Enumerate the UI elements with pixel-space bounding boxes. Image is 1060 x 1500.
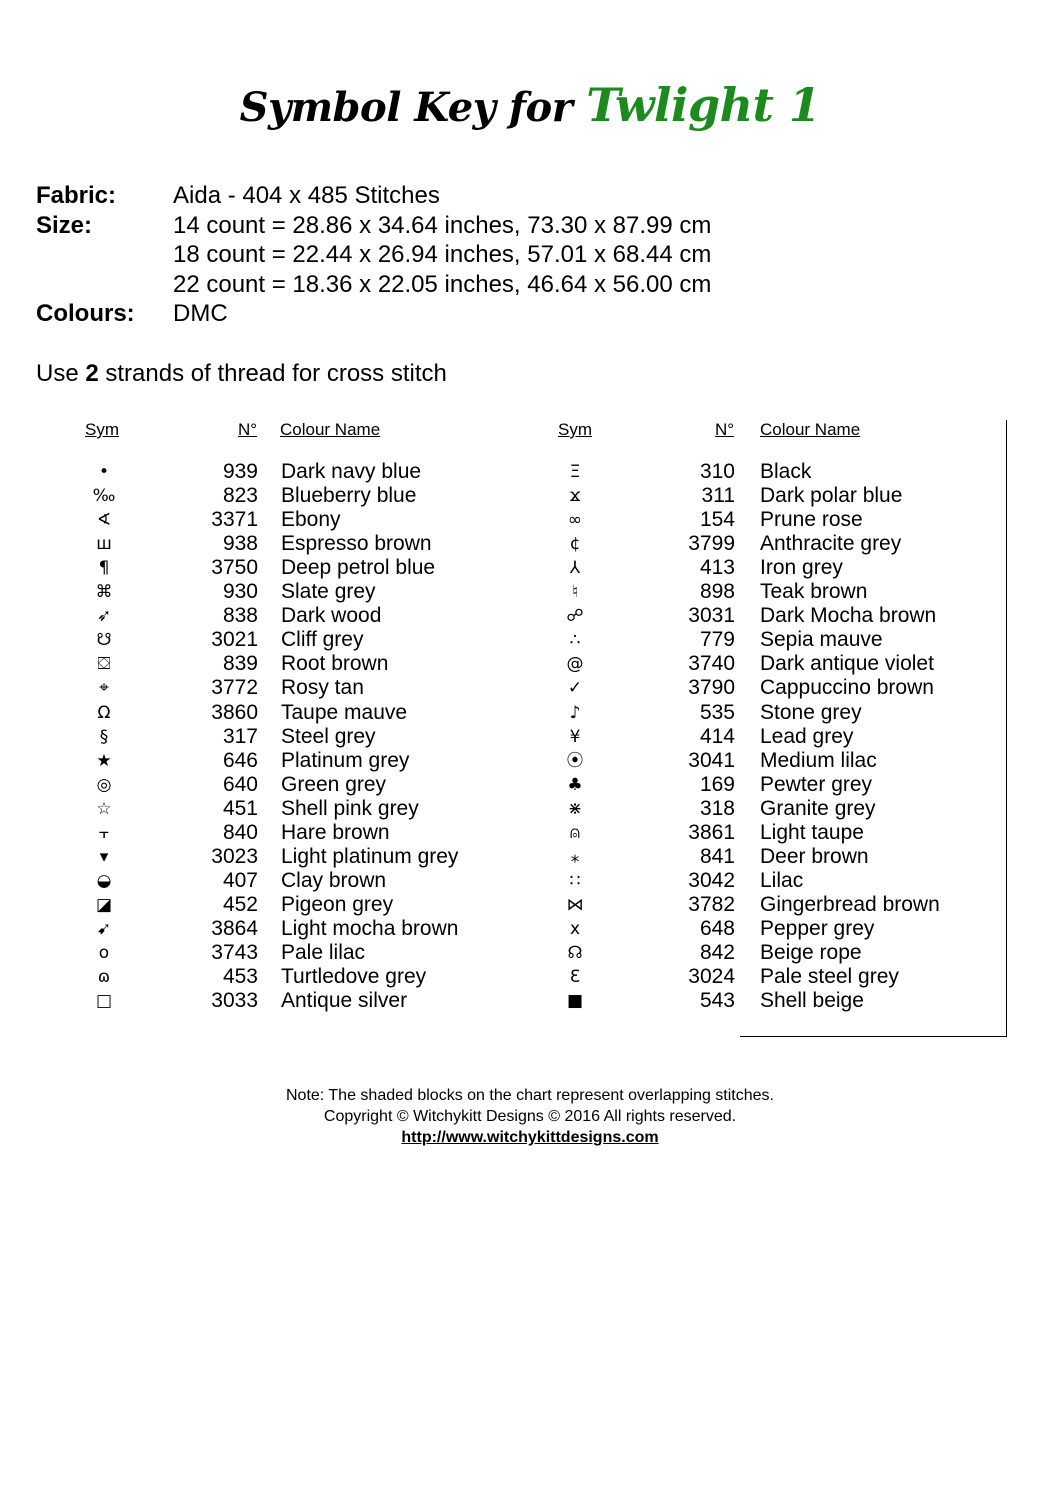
colour-name: Hare brown bbox=[281, 820, 390, 844]
stitch-symbol: ■ bbox=[566, 991, 584, 1012]
colour-name: Shell pink grey bbox=[281, 796, 419, 820]
dmc-number: 451 bbox=[222, 796, 258, 820]
colour-name: Shell beige bbox=[760, 989, 864, 1013]
stitch-symbol: Ξ bbox=[569, 462, 581, 482]
stitch-symbol: □ bbox=[95, 991, 113, 1012]
dmc-number: 452 bbox=[222, 892, 258, 916]
dmc-number: 842 bbox=[699, 941, 735, 964]
stitch-symbol: ▾ bbox=[99, 846, 109, 867]
colour-name: Gingerbread brown bbox=[760, 892, 940, 916]
strand-text-before: Use bbox=[36, 360, 86, 387]
colour-name: Steel grey bbox=[281, 724, 376, 748]
dmc-number: 839 bbox=[222, 652, 258, 676]
stitch-symbol: ⍝ bbox=[569, 822, 581, 843]
stitch-symbol: ◒ bbox=[96, 870, 112, 891]
stitch-symbol: ⛋ bbox=[97, 654, 111, 675]
colour-name: Pigeon grey bbox=[281, 892, 394, 916]
dmc-number: 939 bbox=[222, 460, 258, 483]
dmc-number: 3031 bbox=[688, 604, 735, 628]
spec-value: 22 count = 18.36 x 22.05 inches, 46.64 x 56.00 cm bbox=[173, 271, 712, 298]
dmc-number: 938 bbox=[222, 532, 258, 556]
colour-name: Pepper grey bbox=[760, 916, 875, 940]
pattern-name: Twlight 1 bbox=[586, 78, 821, 132]
colour-name: Pale steel grey bbox=[760, 965, 899, 989]
table-border-bottom bbox=[740, 1036, 1007, 1037]
colour-name: Ebony bbox=[281, 508, 341, 532]
colour-name: Slate grey bbox=[281, 580, 376, 604]
colour-name: Light taupe bbox=[760, 820, 864, 844]
title-prefix: Symbol Key for bbox=[239, 84, 573, 131]
stitch-symbol: ♣ bbox=[567, 774, 583, 795]
dmc-number: 838 bbox=[222, 604, 258, 628]
dmc-number: 3864 bbox=[211, 916, 258, 940]
website-link[interactable]: http://www.witchykittdesigns.com bbox=[401, 1129, 659, 1146]
dmc-number: 640 bbox=[222, 772, 258, 796]
colour-name: Lead grey bbox=[760, 724, 854, 748]
colour-name: Dark polar blue bbox=[760, 484, 903, 508]
dmc-number: 779 bbox=[699, 628, 735, 652]
stitch-symbol: ★ bbox=[96, 750, 112, 771]
dmc-number: 840 bbox=[222, 820, 258, 844]
dmc-number: 841 bbox=[699, 844, 735, 868]
dmc-number: 413 bbox=[699, 556, 735, 580]
dmc-number: 3790 bbox=[688, 676, 735, 700]
spec-value: 14 count = 28.86 x 34.64 inches, 73.30 x 87.99 cm bbox=[173, 212, 712, 239]
colour-name: Light mocha brown bbox=[281, 916, 459, 940]
stitch-symbol: ☋ bbox=[96, 630, 112, 651]
stitch-symbol: ⅄ bbox=[569, 558, 581, 579]
colour-name: Stone grey bbox=[760, 700, 862, 724]
dmc-number: 3023 bbox=[211, 844, 258, 868]
stitch-symbol: ¥ bbox=[569, 726, 581, 747]
dmc-number: 310 bbox=[699, 460, 735, 483]
spec-value: Aida - 404 x 485 Stitches bbox=[173, 182, 440, 209]
colour-name: Dark Mocha brown bbox=[760, 604, 937, 628]
dmc-number: 3021 bbox=[211, 628, 258, 652]
stitch-symbol: ➹ bbox=[96, 918, 112, 939]
dmc-number: 3740 bbox=[688, 652, 735, 676]
strand-instruction bbox=[36, 360, 447, 388]
colour-name: Green grey bbox=[281, 772, 387, 796]
dmc-number: 318 bbox=[699, 796, 735, 820]
colour-name: Granite grey bbox=[760, 796, 876, 820]
stitch-symbol: ⋇ bbox=[567, 798, 583, 819]
colour-name: Rosy tan bbox=[281, 676, 364, 700]
stitch-symbol: ‰ bbox=[92, 486, 116, 507]
dmc-number: 3371 bbox=[211, 508, 258, 532]
header-name-right: Colour Name bbox=[760, 420, 861, 439]
colour-name: Anthracite grey bbox=[760, 532, 902, 556]
colour-name: Teak brown bbox=[760, 580, 868, 604]
stitch-symbol: o bbox=[98, 943, 110, 963]
strand-count: 2 bbox=[85, 360, 99, 387]
stitch-symbol: ☆ bbox=[96, 798, 112, 819]
stitch-symbol: ⫟ bbox=[98, 822, 110, 843]
stitch-symbol: ☍ bbox=[566, 606, 584, 627]
dmc-number: 407 bbox=[222, 868, 258, 892]
dmc-number: 3041 bbox=[688, 748, 735, 772]
colour-name: Dark navy blue bbox=[281, 460, 422, 483]
colour-name: Cappuccino brown bbox=[760, 676, 934, 700]
header-sym-left: Sym bbox=[85, 420, 119, 439]
stitch-symbol: ⁎ bbox=[570, 846, 580, 867]
stitch-symbol: ♪ bbox=[569, 702, 581, 723]
stitch-symbol: x bbox=[569, 918, 581, 939]
colour-name: Deer brown bbox=[760, 844, 869, 868]
dmc-number: 453 bbox=[222, 965, 258, 989]
dmc-number: 169 bbox=[699, 772, 735, 796]
stitch-symbol: ♮ bbox=[571, 582, 579, 603]
dmc-number: 317 bbox=[222, 724, 258, 748]
dmc-number: 3772 bbox=[211, 676, 258, 700]
dmc-number: 154 bbox=[699, 508, 735, 532]
header-sym-right: Sym bbox=[558, 420, 592, 439]
dmc-number: 823 bbox=[222, 484, 258, 508]
stitch-symbol: ∴ bbox=[569, 630, 581, 651]
colour-name: Platinum grey bbox=[281, 748, 410, 772]
colour-name: Pewter grey bbox=[760, 772, 873, 796]
dmc-number: 414 bbox=[699, 724, 735, 748]
stitch-symbol: ¶ bbox=[98, 558, 110, 579]
colour-name: Deep petrol blue bbox=[281, 556, 436, 580]
stitch-symbol: § bbox=[99, 726, 109, 747]
colour-name: Espresso brown bbox=[281, 532, 432, 556]
colour-name: Cliff grey bbox=[281, 628, 364, 652]
colour-name: Blueberry blue bbox=[281, 484, 417, 508]
colour-name: Light platinum grey bbox=[281, 844, 459, 868]
colour-name: Prune rose bbox=[760, 508, 863, 532]
dmc-number: 3042 bbox=[688, 868, 735, 892]
dmc-number: 3750 bbox=[211, 556, 258, 580]
stitch-symbol: ⌘ bbox=[95, 582, 113, 603]
colour-name: Medium lilac bbox=[760, 748, 877, 772]
colour-name: Sepia mauve bbox=[760, 628, 883, 652]
stitch-symbol: ➶ bbox=[96, 606, 112, 627]
stitch-symbol: ⌖ bbox=[99, 678, 109, 699]
colour-name: Lilac bbox=[760, 868, 804, 892]
stitch-symbol: Ɛ bbox=[569, 967, 581, 988]
dmc-number: 543 bbox=[699, 989, 735, 1013]
stitch-symbol: @ bbox=[566, 654, 584, 675]
colour-name: Dark antique violet bbox=[760, 652, 934, 676]
dmc-number: 3024 bbox=[688, 965, 735, 989]
dmc-number: 3860 bbox=[211, 700, 258, 724]
stitch-symbol: ∷ bbox=[569, 870, 581, 891]
strand-text-after: strands of thread for cross stitch bbox=[98, 360, 447, 387]
dmc-number: 311 bbox=[701, 484, 735, 508]
footer bbox=[0, 1085, 1060, 1148]
dmc-number: 3033 bbox=[211, 989, 258, 1013]
header-name-left: Colour Name bbox=[280, 420, 381, 439]
dmc-number: 648 bbox=[699, 916, 735, 940]
colour-name: Pale lilac bbox=[281, 941, 366, 964]
dmc-number: 898 bbox=[699, 580, 735, 604]
page-title bbox=[0, 78, 1060, 132]
spec-value: 18 count = 22.44 x 26.94 inches, 57.01 x 68.44 cm bbox=[173, 241, 712, 268]
dmc-number: 3799 bbox=[688, 532, 735, 556]
stitch-symbol: ϫ bbox=[569, 486, 581, 507]
colour-name: Iron grey bbox=[760, 556, 843, 580]
dmc-number: 3743 bbox=[211, 941, 258, 964]
stitch-symbol: ☊ bbox=[567, 943, 583, 963]
colour-name: Dark wood bbox=[281, 604, 382, 628]
stitch-symbol: ✓ bbox=[567, 678, 583, 699]
stitch-symbol: ш bbox=[96, 534, 112, 555]
stitch-symbol: ⦿ bbox=[566, 750, 584, 771]
footer-copyright: Copyright © Witchykitt Designs © 2016 All rights reserved. bbox=[323, 1108, 737, 1125]
colour-name: Clay brown bbox=[281, 868, 387, 892]
stitch-symbol: ∞ bbox=[567, 510, 583, 531]
dmc-number: 535 bbox=[699, 700, 735, 724]
colour-name: Turtledove grey bbox=[281, 965, 427, 989]
table-border-right bbox=[1006, 420, 1007, 1036]
colour-name: Black bbox=[760, 460, 812, 483]
spec-label: Colours: bbox=[36, 300, 135, 327]
stitch-symbol: • bbox=[98, 462, 110, 482]
colour-name: Root brown bbox=[281, 652, 389, 676]
dmc-number: 3782 bbox=[688, 892, 735, 916]
colour-name: Beige rope bbox=[760, 941, 862, 964]
stitch-symbol: Ω bbox=[97, 702, 111, 723]
dmc-number: 930 bbox=[222, 580, 258, 604]
stitch-symbol: ∢ bbox=[96, 510, 112, 531]
dmc-number: 3861 bbox=[688, 820, 735, 844]
spec-label: Fabric: bbox=[36, 182, 117, 209]
colour-name: Taupe mauve bbox=[281, 700, 408, 724]
stitch-symbol: ɷ bbox=[97, 967, 111, 988]
dmc-number: 646 bbox=[222, 748, 258, 772]
colour-name: Antique silver bbox=[281, 989, 408, 1013]
stitch-symbol: ¢ bbox=[569, 534, 581, 555]
stitch-symbol: ⋈ bbox=[566, 894, 584, 915]
footer-note: Note: The shaded blocks on the chart represent overlapping stitches. bbox=[286, 1087, 774, 1104]
header-num-right: N° bbox=[715, 420, 735, 439]
stitch-symbol: ◎ bbox=[96, 774, 112, 795]
spec-label: Size: bbox=[36, 212, 93, 239]
spec-value: DMC bbox=[173, 300, 228, 327]
header-num-left: N° bbox=[238, 420, 258, 439]
stitch-symbol: ◪ bbox=[95, 894, 113, 915]
